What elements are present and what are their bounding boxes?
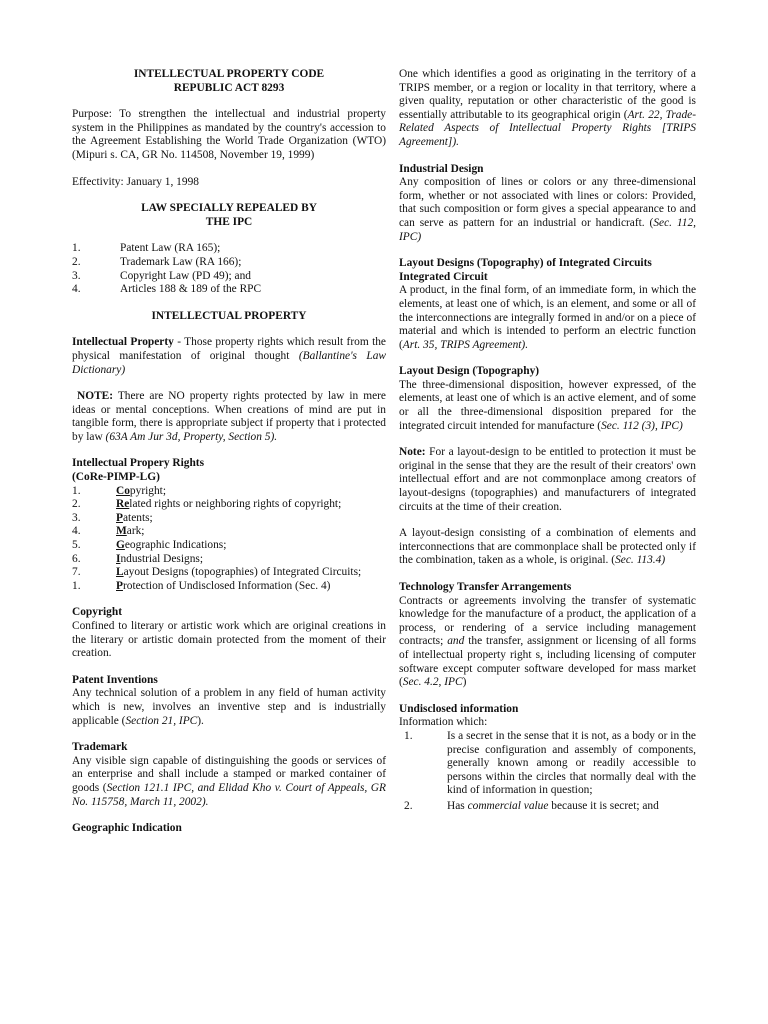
left-column — [72, 68, 386, 836]
list-item: 1. Patent Law (RA 165); — [72, 242, 221, 255]
list-item: 2. Related rights or neighboring rights of copyright; — [72, 498, 342, 511]
geo-text: One which identifies a good as originating in the territory of a TRIPS member, or a region or locality in that territory, where a given quality, reputation or other characteristic of the good is essentially attributable to its geographical origin (Art. 22, Trade-Related Aspects of Intellectual Property Rights [TRIPS Agreement]). — [399, 68, 697, 148]
layout-heading: Layout Design (Topography) — [399, 365, 540, 378]
list-item: 2. Has commercial value because it is secret; and — [404, 799, 659, 812]
combination-text: A layout-design consisting of a combination of elements and interconnections that are commonplace shall be protected only if the combination, taken as a whole, is original. (Sec. 113.4) — [399, 527, 696, 567]
ic-text: A product, in the final form, of an immediate form, in which the elements, at least one of which, is an element, and some or all of the interconnections are integrally formed in and/or on a piece of material and which is intended to perform an electric function (Art. 35, TRIPS Agreement). — [399, 284, 696, 351]
patent-heading: Patent Inventions — [72, 673, 158, 686]
list-item: 4. Mark; — [72, 525, 145, 538]
code-subtitle: REPUBLIC ACT 8293 — [173, 81, 285, 94]
undisclosed-intro: Information which: — [399, 716, 488, 729]
ip-definition: Intellectual Property - Those property rights which result from the physical manifestation of original thought (Ballantine's Law Dictionary) — [72, 336, 386, 376]
repealed-list — [72, 242, 386, 296]
list-item: 6. Industrial Designs; — [72, 552, 204, 565]
copyright-heading: Copyright — [72, 606, 122, 619]
list-item: 1. Protection of Undisclosed Information (Sec. 4) — [72, 579, 331, 592]
effectivity-paragraph: Effectivity: January 1, 1998 — [72, 175, 199, 188]
right-column — [399, 68, 696, 814]
trademark-text: Any visible sign capable of distinguishing the goods or services of an enterprise and shall include a stamped or marked container of goods (Section 121.1 IPC, and Elidad Kho v. Court of Appeals, GR No. 115758, March 11, 2002). — [72, 754, 386, 808]
repealed-heading-line2: THE IPC — [205, 215, 253, 228]
list-item: 1. Is a secret in the sense that it is not, as a body or in the precise configuration and assembly of components, generally known among or readily accessible to persons within the circles that normally deal with the kind of information in question; — [404, 729, 696, 797]
purpose-paragraph: Purpose: To strengthen the intellectual and industrial property system in the Philippines as mandated by the country's accession to the Agreement Establishing the World Trade Organization (WTO) (Mipuri s. CA, GR No. 114508, November 19, 1999) — [72, 108, 386, 161]
tech-heading: Technology Transfer Arrangements — [399, 581, 572, 593]
trademark-heading: Trademark — [72, 741, 128, 754]
list-item: 3. Patents; — [72, 511, 153, 524]
list-item: 3. Copyright Law (PD 49); and — [72, 269, 251, 282]
list-item: 2. Trademark Law (RA 166); — [72, 255, 242, 268]
list-item: 4. Articles 188 & 189 of the RPC — [72, 283, 262, 296]
layout-note: Note: For a layout-design to be entitled to protection it must be original in the sense that they are the result of their creators' own intellectual effort and are not commonplace among creators of layout-designs (topographies) and manufacturers of integrated circuits at the time of their creation. — [399, 446, 696, 513]
geo-heading: Geographic Indication — [72, 822, 182, 835]
ic-heading: Integrated Circuit — [399, 270, 488, 283]
ip-heading: INTELLECTUAL PROPERTY — [151, 309, 307, 322]
design-heading: Industrial Design — [399, 162, 484, 175]
note-paragraph: NOTE: There are NO property rights protected by law in mere ideas or mental conceptions. When creations of mind are put in tangible form, there is appropriate subject if property that i protected by law (63A Am Jur 3d, Property, Section 5). — [72, 390, 386, 443]
list-item: 7. Layout Designs (topographies) of Integrated Circuits; — [72, 566, 362, 579]
rights-heading: Intellectual Propery Rights — [72, 457, 205, 470]
undisclosed-list — [399, 730, 696, 814]
undisclosed-heading: Undisclosed information — [399, 702, 519, 715]
repealed-heading: LAW SPECIALLY REPEALED BY — [141, 202, 317, 215]
layout-ic-heading: Layout Designs (Topography) of Integrated Circuits — [399, 257, 652, 270]
list-item: 5. Geographic Indications; — [72, 539, 227, 552]
copyright-text: Confined to literary or artistic work which are original creations in the literary or artistic domain protected from the moment of their creation. — [72, 620, 386, 660]
list-item: 1. Copyright; — [72, 484, 166, 497]
design-text: Any composition of lines or colors or any three-dimensional form, whether or not associated with lines or colors: Provided, that such composition or form gives a special appearance to and can serve as pattern for an industrial or handicraft. (Sec. 112, IPC) — [399, 176, 696, 243]
rights-list — [72, 485, 386, 594]
tech-text: Contracts or agreements involving the transfer of systematic knowledge for the manufacture of a product, the application of a process, or rendering of a service including management contracts; and the transfer, assignment or licensing of all forms of intellectual property right s, including licensing of computer software except computer software developed for mass market (Sec. 4.2, IPC) — [399, 594, 696, 689]
code-title: INTELLECTUAL PROPERTY CODE — [133, 68, 325, 80]
rights-mnemonic: (CoRe-PIMP-LG) — [72, 471, 160, 484]
patent-text: Any technical solution of a problem in any field of human activity which is new, involves an inventive step and is industrially applicable (Section 21, IPC). — [72, 687, 386, 727]
layout-text: The three-dimensional disposition, however expressed, of the elements, at least one of which is an active element, and of some or all the three-dimensional disposition prepared for the integrated circuit intended for manufacture (Sec. 112 (3), IPC) — [399, 378, 696, 432]
